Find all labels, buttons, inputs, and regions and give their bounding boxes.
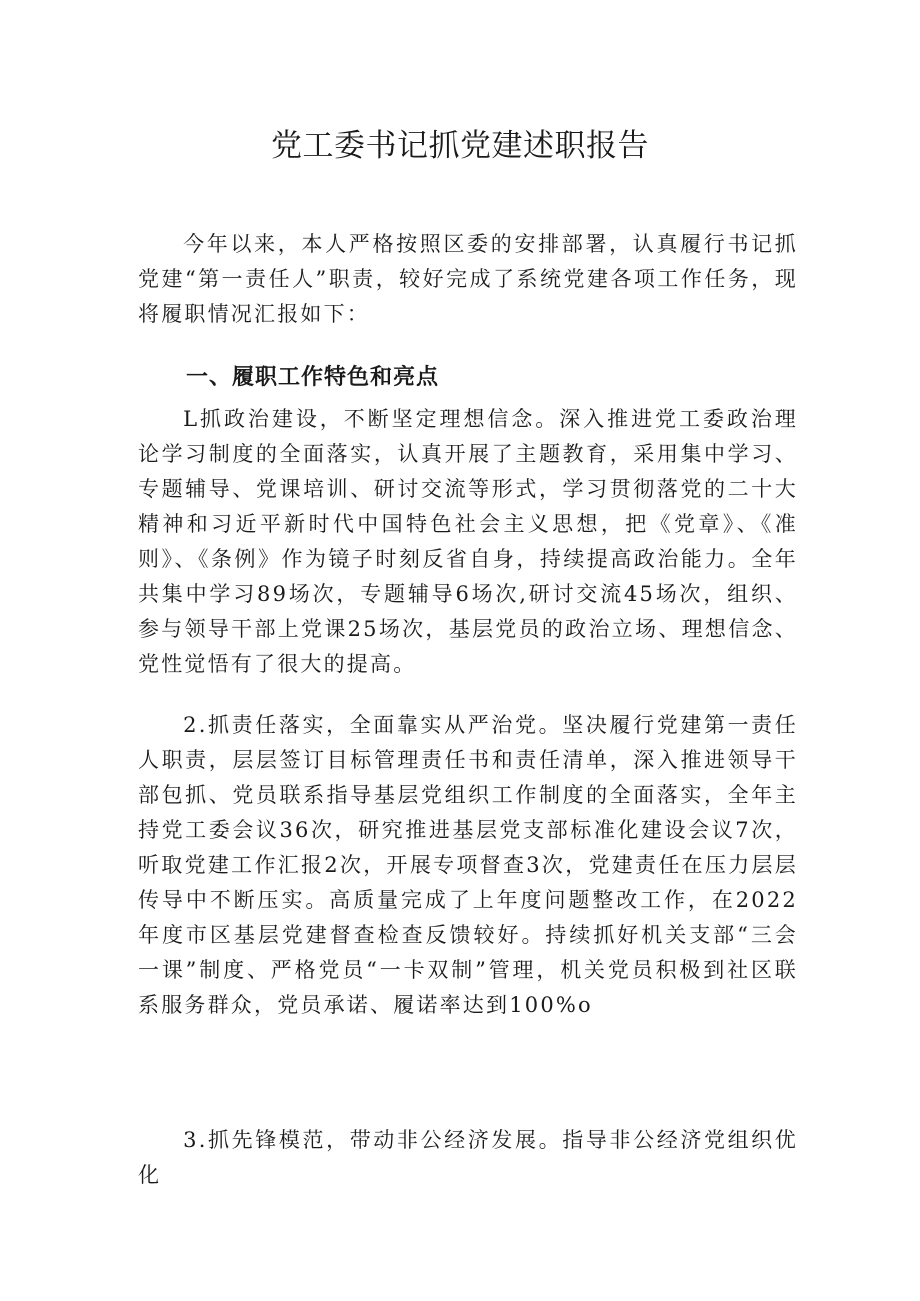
document-title: 党工委书记抓党建述职报告 — [271, 128, 649, 164]
paragraph-responsibility: 2.抓责任落实，全面靠实从严治党。坚决履行党建第一责任人职责，层层签订目标管理责任书和责任清单，深入推进领导干部包抓、党员联系指导基层党组织工作制度的全面落实，全年主持党工委会议36次，研究推进基层党支部标准化建设会议7次，听取党建工作汇报2次，开展专项督查3次，党建责任在压力层层传导中不断压实。高质量完成了上年度问题整改工作，在2022年度市区基层党建督查检查反馈较好。持续抓好机关支部“三会一课”制度、严格党员“一卡双制”管理，机关党员积极到社区联系服务群众，党员承诺、履诺率达到100%o — [138, 713, 798, 1017]
section-heading-1: 一、履职工作特色和亮点 — [186, 365, 440, 390]
paragraph-political-building: L抓政治建设，不断坚定理想信念。深入推进党工委政治理论学习制度的全面落实，认真开展了主题教育，采用集中学习、专题辅导、党课培训、研讨交流等形式，学习贯彻落党的二十大精神和习近平新时代中国特色社会主义思想，把《党章》、《准则》、《条例》作为镜子时刻反省自身，持续提高政治能力。全年共集中学习89场次，专题辅导6场次,研讨交流45场次，组织、参与领导干部上党课25场次，基层党员的政治立场、理想信念、党性觉悟有了很大的提高。 — [138, 407, 798, 676]
intro-paragraph: 今年以来，本人严格按照区委的安排部署，认真履行书记抓党建“第一责任人”职责，较好完成了系统党建各项工作任务，现将履职情况汇报如下： — [138, 232, 798, 326]
paragraph-vanguard: 3.抓先锋模范，带动非公经济发展。指导非公经济党组织优化 — [138, 1128, 798, 1187]
